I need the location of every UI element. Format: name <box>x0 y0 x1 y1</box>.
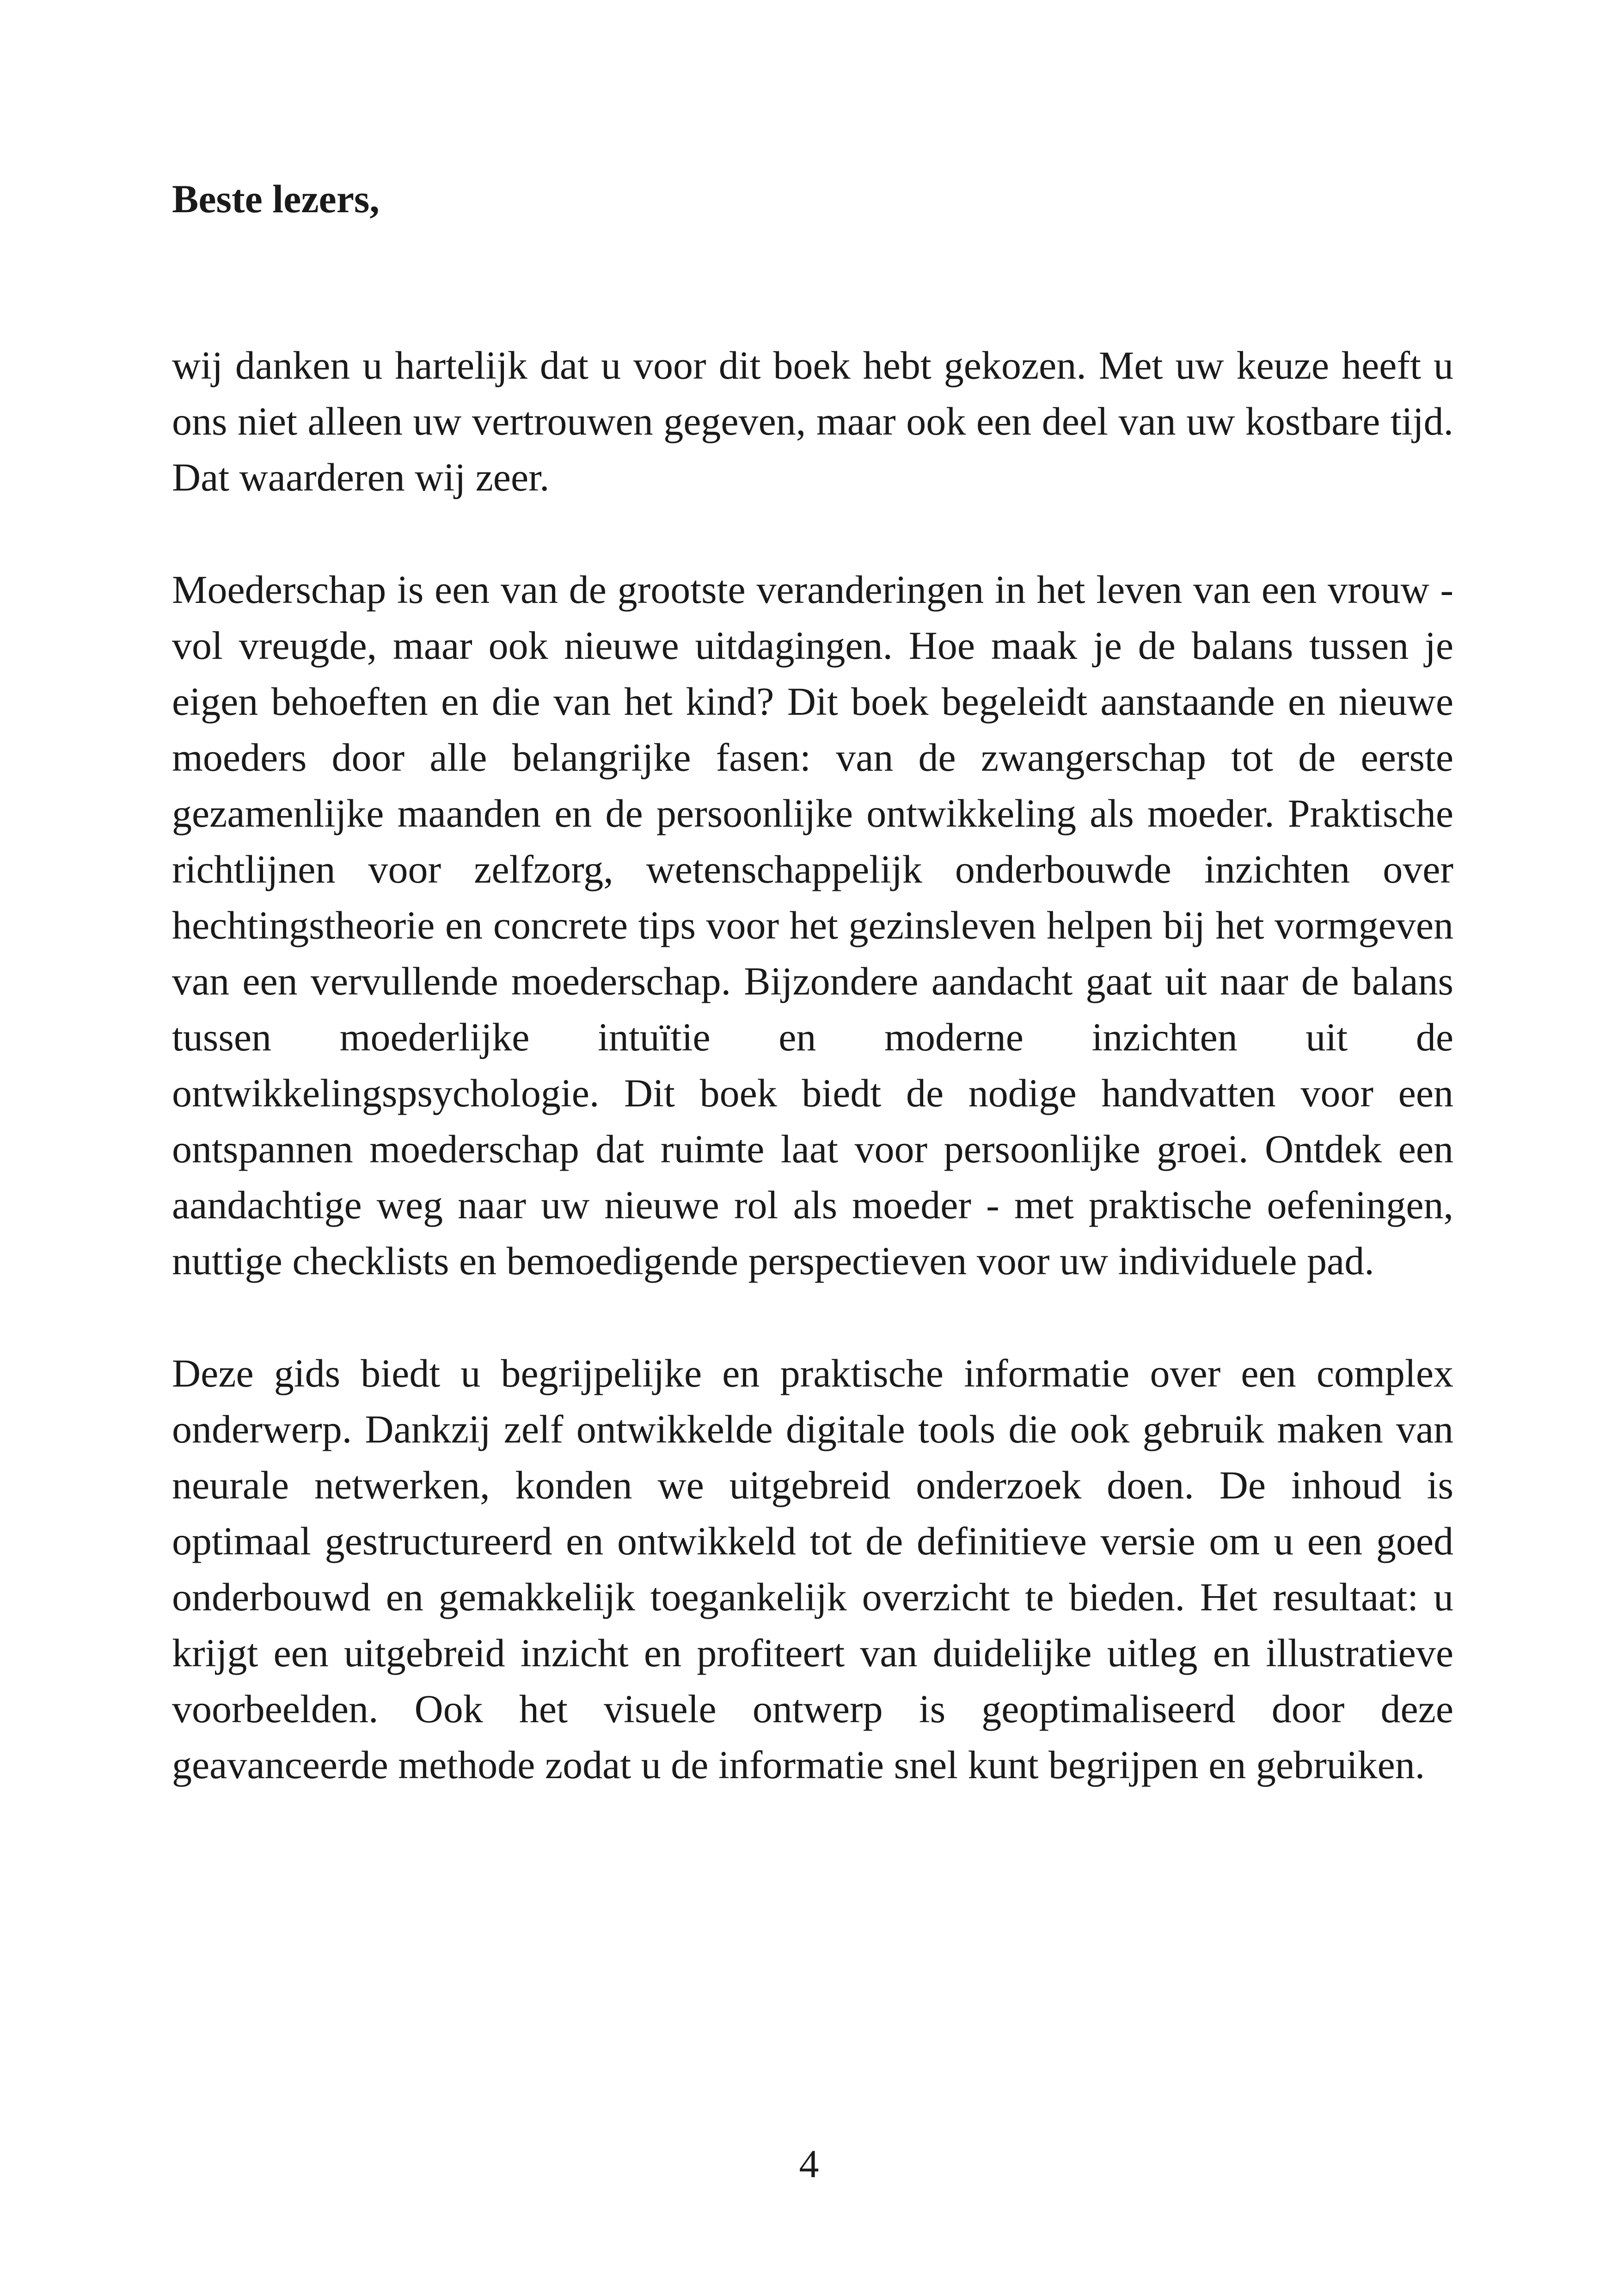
paragraph-guide: Deze gids biedt u begrijpelijke en praktische informatie over een complex onderwerp. Dankzij zelf ontwikkelde digitale tools die ook gebruik maken van neurale netwerken, konden we uitgebreid onderzoek doen. De inhoud is optimaal gestructureerd en ontwikkeld tot de definitieve versie om u een goed onderbouwd en gemakkelijk toegankelijk overzicht te bieden. Het resultaat: u krijgt een uitgebreid inzicht en profiteert van duidelijke uitleg en illustratieve voorbeelden. Ook het visuele ontwerp is geoptimaliseerd door deze geavanceerde methode zodat u de informatie snel kunt begrijpen en gebruiken. <box>172 1351 1453 1787</box>
greeting-heading: Beste lezers, <box>172 177 380 221</box>
body-text <box>172 338 1453 1849</box>
paragraph-thanks: wij danken u hartelijk dat u voor dit boek hebt gekozen. Met uw keuze heeft u ons niet alleen uw vertrouwen gegeven, maar ook een deel van uw kostbare tijd. Dat waarderen wij zeer. <box>172 343 1453 499</box>
paragraph-motherhood: Moederschap is een van de grootste veranderingen in het leven van een vrouw - vol vreugde, maar ook nieuwe uitdagingen. Hoe maak je de balans tussen je eigen behoeften en die van het kind? Dit boek begeleidt aanstaande en nieuwe moeders door alle belangrijke fasen: van de zwangerschap tot de eerste gezamenlijke maanden en de persoonlijke ontwikkeling als moeder. Praktische richtlijnen voor zelfzorg, wetenschappelijk onderbouwde inzichten over hechtingstheorie en concrete tips voor het gezinsleven helpen bij het vormgeven van een vervullende moederschap. Bijzondere aandacht gaat uit naar de balans tussen moederlijke intuïtie en moderne inzichten uit de ontwikkelingspsychologie. Dit boek biedt de nodige handvatten voor een ontspannen moederschap dat ruimte laat voor persoonlijke groei. Ontdek een aandachtige weg naar uw nieuwe rol als moeder - met praktische oefeningen, nuttige checklists en bemoedigende perspectieven voor uw individuele pad. <box>172 567 1453 1283</box>
page-number: 4 <box>799 2142 819 2186</box>
